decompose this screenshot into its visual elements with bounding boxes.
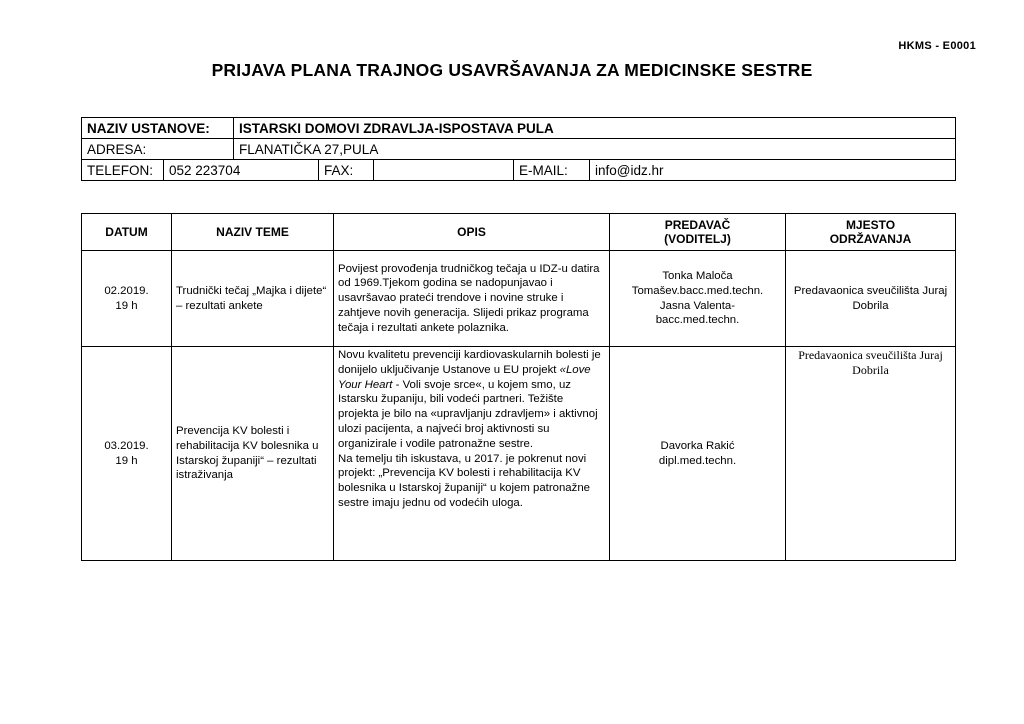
row-topic: Trudnički tečaj „Majka i dijete“ – rezultati ankete [172, 251, 334, 347]
address-label: ADRESA: [82, 139, 234, 160]
row-location: Predavaonica sveučilišta Juraj Dobrila [786, 251, 956, 347]
row-lecturer-line: dipl.med.techn. [658, 454, 737, 467]
phone-value: 052 223704 [164, 160, 319, 181]
header-location-line-2: ODRŽAVANJA [829, 232, 912, 246]
fax-value [374, 160, 514, 181]
phone-label: TELEFON: [82, 160, 164, 181]
row-date-time: 19 h [115, 454, 138, 467]
address-row [82, 139, 956, 160]
institution-info-table [81, 117, 956, 181]
row-lecturer-line: Tonka Maloča [662, 269, 733, 282]
row-lecturer-line: Jasna Valenta- [659, 299, 736, 312]
row-topic: Prevencija KV bolesti i rehabilitacija KV bolesnika u Istarskoj županiji“ – rezultati istraživanja [172, 347, 334, 561]
row-date-month: 03.2019. [104, 439, 149, 452]
row-description-paragraph: Na temelju tih iskustava, u 2017. je pokrenut novi projekt: „Prevencija KV bolesti i rehabilitacija KV bolesnika u Istarskoj županiji“ u kojem patronažne sestre imaju jednu od vodećih uloga. [338, 452, 590, 509]
row-lecturer-line: Tomašev.bacc.med.techn. [631, 284, 764, 297]
header-topic: NAZIV TEME [172, 214, 334, 251]
institution-name-value: ISTARSKI DOMOVI ZDRAVLJA-ISPOSTAVA PULA [234, 118, 956, 139]
header-description: OPIS [334, 214, 610, 251]
email-value: info@idz.hr [590, 160, 956, 181]
address-value: FLANATIČKA 27,PULA [234, 139, 956, 160]
row-description: Povijest provođenja trudničkog tečaja u IDZ-u datira od 1969.Tjekom godina se nadopunjavao i usavršavao prateći trendove i novine struke i zahtjeve novih generacija. Slijedi prikaz programa tečaja i rezultati ankete polaznika. [334, 251, 610, 347]
row-description [334, 347, 610, 561]
header-date: DATUM [82, 214, 172, 251]
plan-header-row [82, 214, 956, 251]
row-date-month: 02.2019. [104, 284, 149, 297]
row-description-part: - Voli svoje srce«, u kojem smo, uz Istarsku županiju, bili vodeći partneri. Težište projekta je bilo na «upravljanju zdravljem» i aktivnoj ulozi pacijenta, a najveći broj aktivnosti su organizirale i vodile patronažne sestre. [338, 378, 598, 450]
row-lecturer-line: bacc.med.techn. [655, 314, 740, 327]
row-lecturer-line: Davorka Rakić [660, 439, 735, 452]
table-row [82, 251, 956, 347]
institution-name-row [82, 118, 956, 139]
header-lecturer-line-1: PREDAVAČ [664, 218, 731, 232]
row-description-project-name: «Love Your Heart [338, 363, 591, 391]
row-location: Predavaonica sveučilišta Juraj Dobrila [786, 347, 956, 561]
row-description-part: Novu kvalitetu prevenciji kardiovaskularnih bolesti je donijelo uključivanje Ustanove u EU projekt [338, 349, 601, 376]
contact-row [82, 160, 956, 181]
institution-name-label: NAZIV USTANOVE: [82, 118, 234, 139]
row-date [82, 347, 172, 561]
table-row [82, 347, 956, 561]
row-lecturer [610, 347, 786, 561]
header-lecturer-line-2: (VODITELJ) [664, 232, 731, 246]
form-code: HKMS - E0001 [898, 40, 976, 52]
fax-label: FAX: [319, 160, 374, 181]
row-lecturer [610, 251, 786, 347]
header-lecturer [610, 214, 786, 251]
row-date [82, 251, 172, 347]
row-date-time: 19 h [115, 299, 138, 312]
header-location [786, 214, 956, 251]
page-title: PRIJAVA PLANA TRAJNOG USAVRŠAVANJA ZA MEDICINSKE SESTRE [211, 60, 813, 80]
training-plan-table [81, 213, 956, 561]
header-location-line-1: MJESTO [845, 218, 896, 232]
email-label: E-MAIL: [514, 160, 590, 181]
